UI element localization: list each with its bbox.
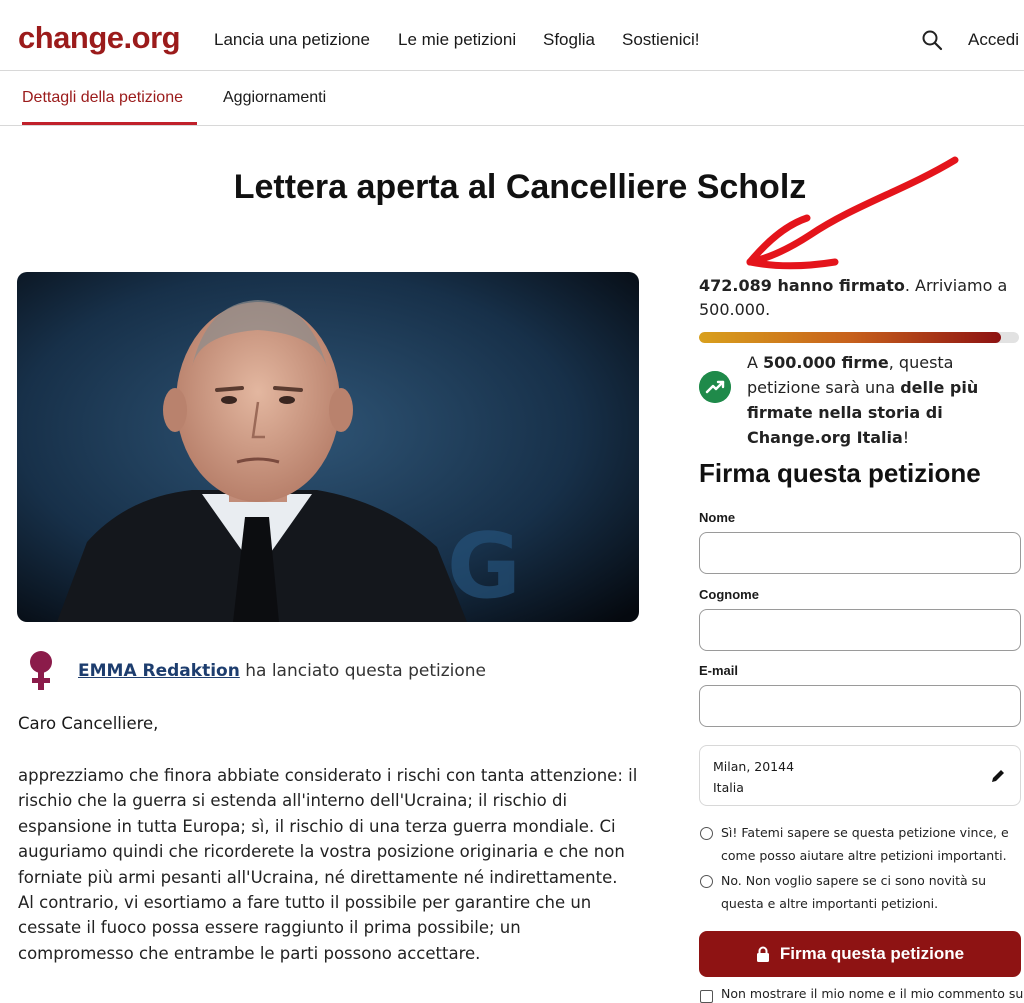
milestone-goal: 500.000 firme	[763, 353, 889, 372]
author-suffix: ha lanciato questa petizione	[239, 661, 486, 681]
location-field[interactable]	[699, 745, 1021, 806]
petition-tabs	[0, 71, 1024, 126]
last-name-input[interactable]	[699, 609, 1021, 651]
email-label: E-mail	[699, 663, 739, 678]
signature-count	[699, 274, 1019, 322]
opt-in-no-label: No. Non voglio sapere se ci sono novità su questa e altre importanti petizioni.	[721, 873, 987, 911]
change-org-logo[interactable]: change.org	[18, 20, 181, 55]
opt-in-yes-label: Sì! Fatemi sapere se questa petizione vince, e come posso aiutare altre petizioni importanti.	[721, 825, 1009, 863]
milestone-message	[747, 350, 1022, 450]
tab-updates[interactable]: Aggiornamenti	[223, 89, 327, 106]
letter-greeting: Caro Cancelliere,	[18, 714, 159, 733]
progress-fill	[699, 332, 1001, 343]
email-input[interactable]	[699, 685, 1021, 727]
signature-goal: . Arriviamo a 500.000.	[699, 276, 1008, 319]
location-city: Milan, 20144	[713, 759, 795, 774]
female-symbol-icon	[26, 650, 56, 692]
author-link[interactable]: EMMA Redaktion	[78, 661, 240, 681]
nav-my-petitions[interactable]: Le mie petizioni	[398, 30, 517, 49]
top-navigation-bar	[0, 0, 1024, 71]
nav-start-petition[interactable]: Lancia una petizione	[214, 30, 370, 49]
sign-form-heading: Firma questa petizione	[699, 458, 981, 488]
signature-progress-bar	[699, 332, 1019, 343]
lock-icon	[756, 946, 770, 963]
petition-title: Lettera aperta al Cancelliere Scholz	[233, 168, 807, 206]
tab-petition-details[interactable]: Dettagli della petizione	[22, 89, 183, 106]
search-icon[interactable]	[921, 29, 943, 51]
milestone-highlight: delle più firmate nella storia di Change.org Italia	[747, 378, 979, 447]
milestone-text-c: , questa petizione sarà una	[747, 353, 954, 397]
letter-body: apprezziamo che finora abbiate considerato i rischi con tanta attenzione: il rischio che la guerra si estenda all'interno dell'Ucraina; il rischio di espansione in tutta Europa; sì, il rischio di una terza guerra mondiale. Ci auguriamo quindi che ricorderete la vostra posizione originaria e che non forniate più armi pesanti all'Ucraina, né direttamente né indirettamente. Al contrario, vi esortiamo a fare tutto il possibile per garantire che un cessate il fuoco possa essere raggiunto il prima possibile; un compromesso che entrambe le parti possono accettare.	[18, 766, 638, 963]
sign-button-label: Firma questa petizione	[779, 944, 965, 963]
first-name-input[interactable]	[699, 532, 1021, 574]
hide-name-label: Non mostrare il mio nome e il mio commento su	[721, 986, 1024, 1001]
location-country: Italia	[713, 780, 744, 795]
opt-in-yes-radio[interactable]	[700, 827, 713, 840]
nav-browse[interactable]: Sfoglia	[543, 30, 595, 49]
milestone-text-e: !	[902, 428, 910, 447]
petition-author	[78, 661, 486, 681]
active-tab-indicator	[22, 122, 197, 125]
pencil-edit-icon[interactable]	[990, 768, 1006, 784]
last-name-label: Cognome	[699, 587, 759, 602]
svg-text:G: G	[447, 514, 521, 619]
nav-support[interactable]: Sostienici!	[622, 30, 700, 49]
opt-in-no-radio[interactable]	[700, 875, 713, 888]
petition-photo	[17, 272, 639, 622]
login-link[interactable]: Accedi	[968, 30, 1020, 49]
trending-up-icon	[699, 371, 731, 403]
sign-petition-button[interactable]	[699, 931, 1021, 977]
milestone-text-a: A	[747, 353, 764, 372]
signature-count-bold: 472.089 hanno firmato	[699, 276, 905, 295]
first-name-label: Nome	[699, 510, 736, 525]
red-arrow-annotation	[735, 150, 965, 280]
